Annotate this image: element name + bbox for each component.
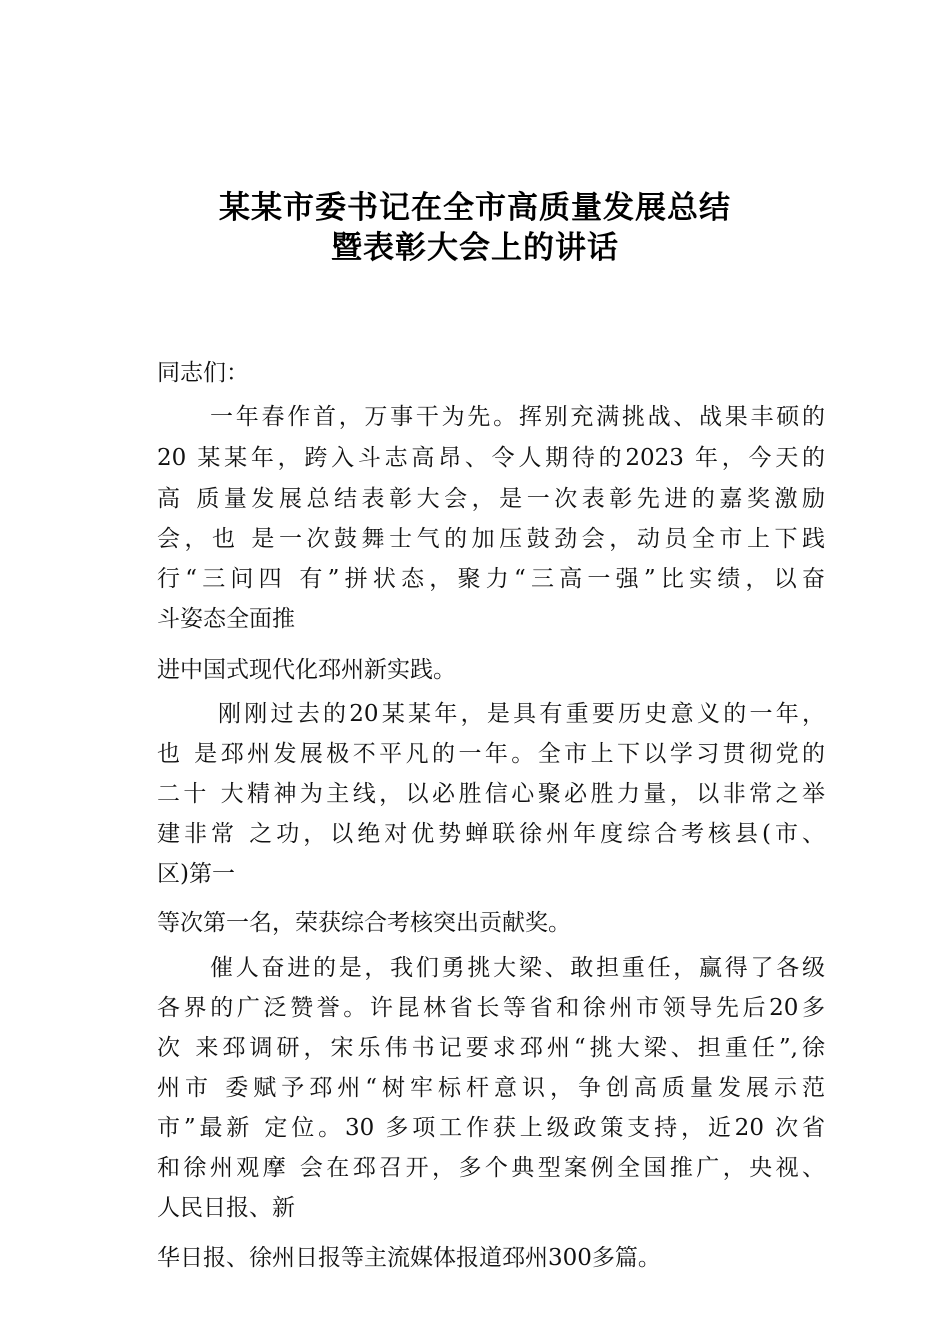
body-line: 次 来邳调研，宋乐伟书记要求邳州“挑大梁、担重任”,徐 [157, 1035, 825, 1061]
body-line: 等次第一名，荣获综合考核突出贡献奖。 [157, 910, 571, 936]
body-line: 州市 委赋予邳州“树牢标杆意识，争创高质量发展示范 [157, 1075, 825, 1101]
body-line: 20 某某年，跨入斗志高昂、令人期待的2023 年，今天的 [157, 445, 825, 471]
body-line: 和徐州观摩 会在邳召开，多个典型案例全国推广，央视、 [157, 1155, 825, 1181]
body-line: 市”最新 定位。30 多项工作获上级政策支持，近20 次省 [157, 1115, 825, 1141]
body-line: 区)第一 [157, 861, 235, 887]
document-title [0, 188, 950, 268]
body-line: 刚刚过去的20某某年，是具有重要历史意义的一年， [218, 701, 825, 727]
body-line: 催人奋进的是，我们勇挑大梁、敢担重任，赢得了各级 [210, 955, 825, 981]
body-line: 二十 大精神为主线，以必胜信心聚必胜力量，以非常之举 [157, 781, 825, 807]
body-line: 行“三问四 有”拼状态，聚力“三高一强”比实绩，以奋 [157, 566, 825, 592]
salutation: 同志们： [157, 360, 249, 386]
body-line: 斗姿态全面推 [157, 606, 295, 632]
body-line: 华日报、徐州日报等主流媒体报道邳州300多篇。 [157, 1245, 661, 1271]
body-line: 建非常 之功，以绝对优势蝉联徐州年度综合考核县(市、 [157, 821, 825, 847]
body-line: 高 质量发展总结表彰大会，是一次表彰先进的嘉奖激励 [157, 486, 825, 512]
title-line-2: 暨表彰大会上的讲话 [331, 230, 619, 266]
body-line: 人民日报、新 [157, 1195, 295, 1221]
body-line: 也 是邳州发展极不平凡的一年。全市上下以学习贯彻党的 [157, 741, 825, 767]
body-line: 一年春作首，万事干为先。挥别充满挑战、战果丰硕的 [210, 404, 825, 430]
title-line-1: 某某市委书记在全市高质量发展总结 [219, 190, 731, 226]
body-line: 进中国式现代化邳州新实践。 [157, 657, 456, 683]
body-line: 各界的广泛赞誉。许昆林省长等省和徐州市领导先后20多 [157, 995, 825, 1021]
body-line: 会，也 是一次鼓舞士气的加压鼓劲会，动员全市上下践 [157, 526, 825, 552]
